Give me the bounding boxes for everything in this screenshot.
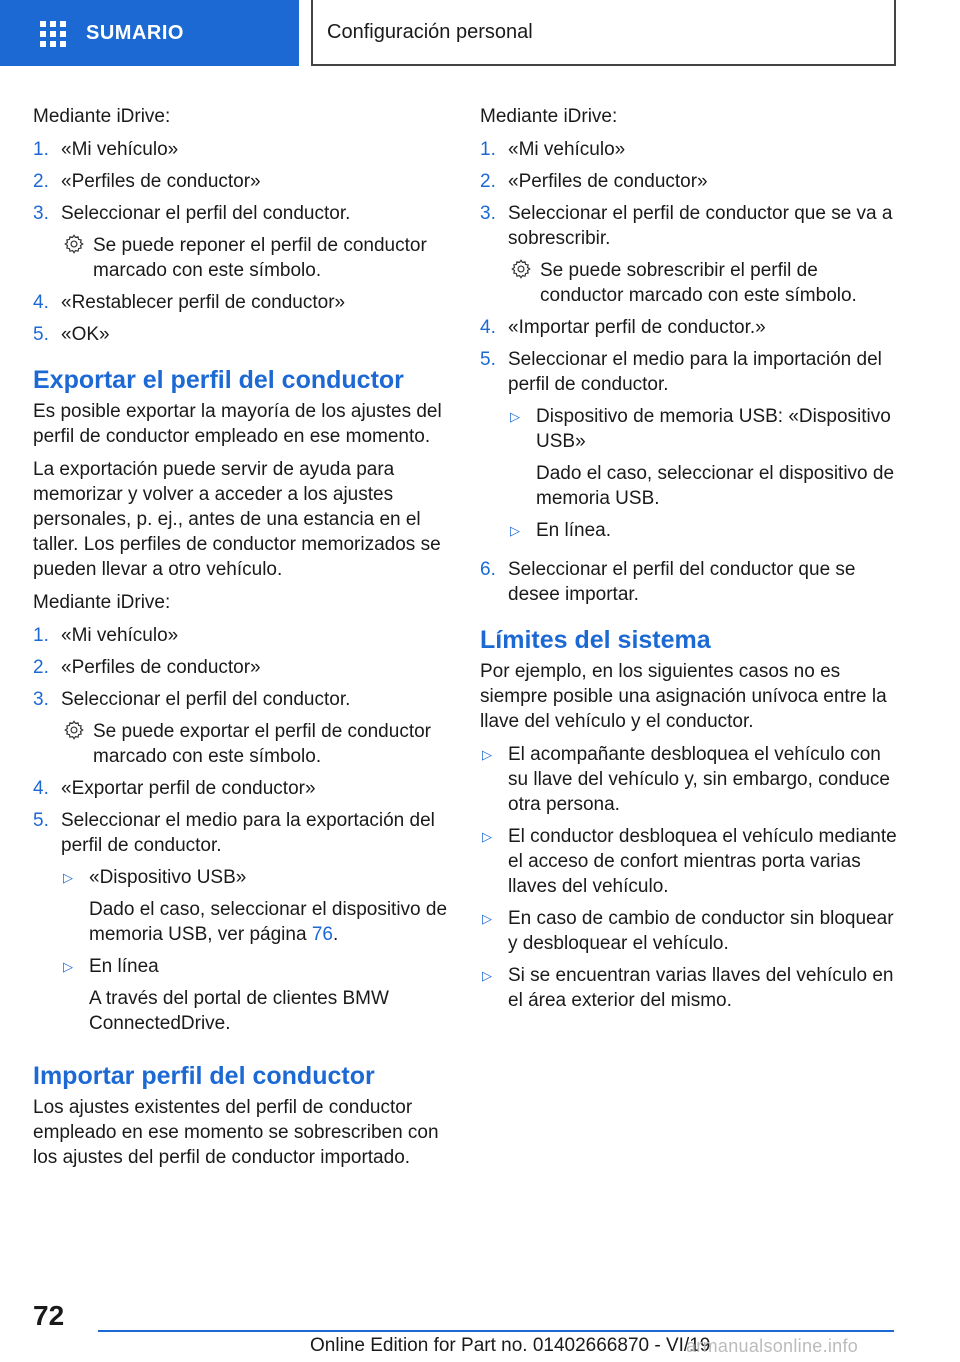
intro-text: Mediante iDrive: — [33, 106, 171, 127]
list-item: 5. «OK» — [33, 324, 110, 345]
paragraph: Es posible exportar la mayoría de los ajustes del perfil de conductor empleado en ese momento. — [33, 401, 442, 447]
step-number: 3. — [480, 203, 496, 224]
note: Se puede exportar el perfil de conductor marcado con este símbolo. — [61, 719, 451, 769]
list-item: ▷ Dispositivo de memoria USB: «Dispositivo USB» Dado el caso, seleccionar el dispositivo de memoria USB. — [510, 406, 895, 509]
triangle-bullet-icon: ▷ — [482, 911, 492, 926]
list-item: 3. Seleccionar el perfil del conductor. Se puede exportar el perfil de conductor marcado con este símbolo. — [33, 687, 451, 769]
step-number: 1. — [33, 625, 49, 646]
list-item: 2. «Perfiles de conductor» — [33, 171, 261, 192]
paragraph: Por ejemplo, en los siguientes casos no es siempre posible una asignación unívoca entre la llave del vehículo y el conductor. — [480, 661, 887, 732]
list-item: 5. Seleccionar el medio para la exportación del perfil de conductor. ▷ «Dispositivo USB» Dado el caso, seleccionar el dispositivo de memoria USB, ver página 76. ▷ En línea A través del portal de clientes BMW ConnectedDrive. — [33, 808, 451, 1043]
grid-menu-icon — [40, 21, 66, 45]
step-number: 5. — [480, 349, 496, 370]
list-item: ▷ Si se encuentran varias llaves del vehículo en el área exterior del mismo. — [482, 965, 894, 1011]
reset-steps-list — [33, 137, 451, 347]
triangle-bullet-icon: ▷ — [482, 968, 492, 983]
left-column — [33, 104, 451, 1178]
step-number: 4. — [33, 292, 49, 313]
gear-icon — [510, 258, 532, 280]
step-number: 4. — [33, 778, 49, 799]
list-item: ▷ En línea. — [510, 520, 611, 541]
step-number: 3. — [33, 689, 49, 710]
step-number: 1. — [480, 139, 496, 160]
list-item: 2. «Perfiles de conductor» — [33, 657, 261, 678]
limits-list — [480, 742, 898, 1013]
list-item: ▷ El acompañante desbloquea el vehículo con su llave del vehículo y, sin embargo, conduce otra persona. — [482, 744, 890, 815]
triangle-bullet-icon: ▷ — [482, 747, 492, 762]
step-number: 5. — [33, 324, 49, 345]
import-steps-list — [480, 137, 898, 607]
note: Se puede sobrescribir el perfil de conductor marcado con este símbolo. — [508, 258, 898, 308]
list-item: 3. Seleccionar el perfil de conductor que se va a sobrescribir. Se puede sobrescribir el perfil de conductor marcado con este símbolo. — [480, 201, 898, 308]
triangle-bullet-icon: ▷ — [63, 870, 73, 885]
chapter-title: Configuración personal — [327, 20, 533, 43]
page-number: 72 — [33, 1300, 65, 1331]
step-number: 2. — [33, 171, 49, 192]
triangle-bullet-icon: ▷ — [63, 959, 73, 974]
export-steps-list — [33, 623, 451, 1043]
sumario-label: SUMARIO — [86, 21, 184, 44]
list-item: ▷ En caso de cambio de conductor sin bloquear y desbloquear el vehículo. — [482, 908, 894, 954]
list-item: 2. «Perfiles de conductor» — [480, 171, 708, 192]
footer-divider — [98, 1330, 894, 1332]
media-options-list — [61, 865, 451, 1036]
paragraph: Los ajustes existentes del perfil de conductor empleado en ese momento se sobrescriben con los ajustes del perfil de conductor importado. — [33, 1097, 439, 1168]
section-title-export: Exportar el perfil del conductor — [33, 366, 404, 394]
list-item: 1. «Mi vehículo» — [33, 139, 179, 160]
triangle-bullet-icon: ▷ — [482, 829, 492, 844]
list-item: ▷ «Dispositivo USB» Dado el caso, seleccionar el dispositivo de memoria USB, ver página 76. — [63, 867, 448, 945]
intro-text: Mediante iDrive: — [33, 592, 171, 613]
list-item: 1. «Mi vehículo» — [33, 625, 179, 646]
page-link[interactable]: 76 — [311, 924, 333, 945]
list-item: 4. «Restablecer perfil de conductor» — [33, 292, 346, 313]
step-number: 4. — [480, 317, 496, 338]
intro-text: Mediante iDrive: — [480, 106, 618, 127]
step-number: 6. — [480, 559, 496, 580]
gear-icon — [63, 233, 85, 255]
step-number: 2. — [33, 657, 49, 678]
gear-icon — [63, 719, 85, 741]
sumario-button[interactable] — [0, 0, 299, 66]
list-item: 6. Seleccionar el perfil del conductor que se desee importar. — [480, 559, 856, 605]
list-item: ▷ En línea A través del portal de clientes BMW ConnectedDrive. — [63, 956, 389, 1034]
triangle-bullet-icon: ▷ — [510, 523, 520, 538]
triangle-bullet-icon: ▷ — [510, 409, 520, 424]
page-header — [0, 0, 960, 66]
chapter-tab[interactable] — [311, 0, 896, 66]
section-title-limits: Límites del sistema — [480, 626, 711, 654]
list-item: 5. Seleccionar el medio para la importación del perfil de conductor. ▷ Dispositivo de memoria USB: «Dispositivo USB» Dado el caso, seleccionar el dispositivo de memoria USB. ▷ En línea. — [480, 347, 898, 550]
list-item: 3. Seleccionar el perfil del conductor. Se puede reponer el perfil de conductor marcado con este símbolo. — [33, 201, 451, 283]
paragraph: La exportación puede servir de ayuda para memorizar y volver a acceder a los ajustes personales, p. ej., antes de una estancia en el taller. Los perfiles de conductor memorizados se pueden llevar a otro vehículo. — [33, 459, 441, 580]
list-item: ▷ El conductor desbloquea el vehículo mediante el acceso de confort mientras porta varias llaves del vehículo. — [482, 826, 897, 897]
right-column — [480, 104, 898, 1020]
step-number: 1. — [33, 139, 49, 160]
edition-text: Online Edition for Part no. 01402666870 - VI/19 — [310, 1335, 711, 1356]
list-item: 4. «Exportar perfil de conductor» — [33, 778, 316, 799]
watermark: armanualsonline.info — [686, 1336, 859, 1356]
step-number: 2. — [480, 171, 496, 192]
step-number: 5. — [33, 810, 49, 831]
media-options-list — [508, 404, 898, 543]
step-number: 3. — [33, 203, 49, 224]
section-title-import: Importar perfil del conductor — [33, 1062, 375, 1090]
note: Se puede reponer el perfil de conductor marcado con este símbolo. — [61, 233, 451, 283]
list-item: 1. «Mi vehículo» — [480, 139, 626, 160]
list-item: 4. «Importar perfil de conductor.» — [480, 317, 766, 338]
